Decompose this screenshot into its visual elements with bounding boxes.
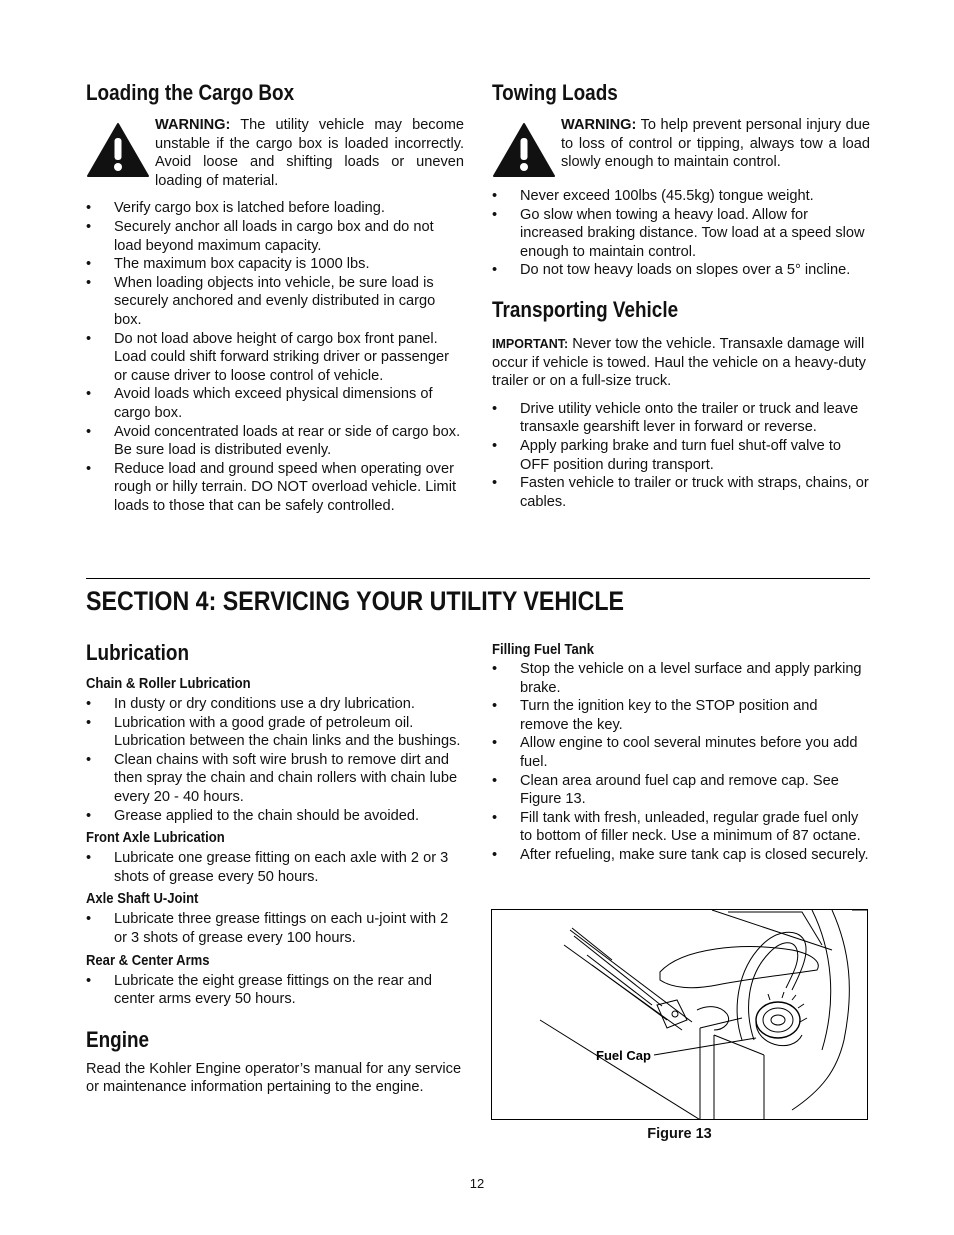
front-axle-bullet-list bbox=[86, 849, 464, 886]
list-item: • The maximum box capacity is 1000 lbs. bbox=[86, 255, 464, 274]
fuel-bullet-list bbox=[492, 660, 870, 865]
important-note bbox=[492, 335, 870, 391]
towing-bullet-list bbox=[492, 187, 870, 280]
list-item: • Apply parking brake and turn fuel shut-off valve to OFF position during transport. bbox=[492, 437, 870, 474]
list-item: • Do not tow heavy loads on slopes over a 5° incline. bbox=[492, 261, 870, 280]
list-item: • When loading objects into vehicle, be sure load is securely anchored and evenly distributed in cargo box. bbox=[86, 274, 464, 330]
subheading-chain-roller: Chain & Roller Lubrication bbox=[86, 676, 251, 692]
list-item: • Avoid concentrated loads at rear or side of cargo box. Be sure load is distributed evenly. bbox=[86, 423, 464, 460]
figure-13-fuel-cap bbox=[491, 909, 868, 1120]
list-item: • Reduce load and ground speed when operating over rough or hilly terrain. DO NOT overload vehicle. Limit loads to those that can be safely controlled. bbox=[86, 460, 464, 516]
list-item: • Stop the vehicle on a level surface and apply parking brake. bbox=[492, 660, 870, 697]
figure-caption: Figure 13 bbox=[647, 1126, 712, 1142]
warning-triangle-icon bbox=[492, 122, 556, 178]
list-item: • Turn the ignition key to the STOP position and remove the key. bbox=[492, 697, 870, 734]
section-heading-lubrication: Lubrication bbox=[86, 640, 190, 665]
list-item: • Securely anchor all loads in cargo box and do not load beyond maximum capacity. bbox=[86, 218, 464, 255]
fuel-section bbox=[492, 642, 870, 865]
list-item: • Verify cargo box is latched before loading. bbox=[86, 199, 464, 218]
section-heading-transporting: Transporting Vehicle bbox=[492, 296, 679, 322]
list-item: • Lubricate the eight grease fittings on the rear and center arms every 50 hours. bbox=[86, 972, 464, 1009]
list-item: • Lubricate three grease fittings on each u-joint with 2 or 3 shots of grease every 100 hours. bbox=[86, 910, 464, 947]
list-item: • Fasten vehicle to trailer or truck with straps, chains, or cables. bbox=[492, 474, 870, 511]
section-divider bbox=[86, 578, 870, 579]
warning-block bbox=[492, 116, 870, 178]
list-item: • Lubricate one grease fitting on each axle with 2 or 3 shots of grease every 50 hours. bbox=[86, 849, 464, 886]
list-item: • In dusty or dry conditions use a dry lubrication. bbox=[86, 695, 464, 714]
subheading-filling-fuel: Filling Fuel Tank bbox=[492, 642, 594, 658]
towing-section bbox=[492, 80, 870, 511]
section-title: SECTION 4: SERVICING YOUR UTILITY VEHICLE bbox=[86, 586, 625, 616]
engine-text: Read the Kohler Engine operator’s manual for any service or maintenance information pertaining to the engine. bbox=[86, 1060, 462, 1096]
loading-cargo-section bbox=[86, 80, 464, 515]
chain-bullet-list bbox=[86, 695, 464, 825]
fuel-cap-label: Fuel Cap bbox=[596, 1048, 651, 1063]
lubrication-section bbox=[86, 640, 464, 1097]
subheading-axle-shaft: Axle Shaft U-Joint bbox=[86, 891, 199, 908]
warning-block bbox=[86, 116, 464, 190]
warning-triangle-icon bbox=[86, 122, 150, 178]
warning-label: WARNING: bbox=[561, 117, 637, 133]
list-item: • Grease applied to the chain should be avoided. bbox=[86, 807, 464, 826]
list-item: • Fill tank with fresh, unleaded, regular grade fuel only to bottom of filler neck. Use a minimum of 87 octane. bbox=[492, 809, 870, 846]
list-item: • Lubrication with a good grade of petroleum oil. Lubrication between the chain links and the bushings. bbox=[86, 714, 464, 751]
warning-text bbox=[561, 116, 870, 172]
warning-text bbox=[155, 116, 464, 190]
important-body: Never tow the vehicle. Transaxle damage will occur if vehicle is towed. Haul the vehicle on a heavy-duty trailer or on a full-size truck. bbox=[492, 335, 866, 390]
list-item: • Do not load above height of cargo box front panel. Load could shift forward striking driver or passenger or cause driver to loose control of vehicle. bbox=[86, 330, 464, 386]
page-number: 12 bbox=[469, 1176, 485, 1191]
subheading-front-axle: Front Axle Lubrication bbox=[86, 830, 225, 847]
cargo-bullet-list bbox=[86, 199, 464, 515]
list-item: • Never exceed 100lbs (45.5kg) tongue weight. bbox=[492, 187, 870, 206]
list-item: • Clean area around fuel cap and remove cap. See Figure 13. bbox=[492, 772, 870, 809]
section-heading-loading-cargo: Loading the Cargo Box bbox=[86, 80, 295, 105]
list-item: • After refueling, make sure tank cap is closed securely. bbox=[492, 846, 870, 865]
warning-body: The utility vehicle may become unstable if the cargo box is loaded incorrectly. Avoid loose and shifting loads or uneven loading of material. bbox=[155, 117, 464, 189]
rear-center-bullet-list bbox=[86, 972, 464, 1009]
transport-bullet-list bbox=[492, 400, 870, 512]
important-label: IMPORTANT: bbox=[492, 336, 569, 351]
list-item: • Avoid loads which exceed physical dimensions of cargo box. bbox=[86, 385, 464, 422]
fuel-cap-illustration bbox=[492, 910, 868, 1120]
axle-shaft-bullet-list bbox=[86, 910, 464, 947]
list-item: • Clean chains with soft wire brush to remove dirt and then spray the chain and chain rollers with chain lube every 20 - 40 hours. bbox=[86, 751, 464, 807]
subheading-rear-center: Rear & Center Arms bbox=[86, 952, 210, 969]
list-item: • Allow engine to cool several minutes before you add fuel. bbox=[492, 734, 870, 771]
warning-label: WARNING: bbox=[155, 117, 231, 133]
list-item: • Drive utility vehicle onto the trailer or truck and leave transaxle gearshift lever in forward or reverse. bbox=[492, 400, 870, 437]
warning-body: To help prevent personal injury due to loss of control or tipping, always tow a load slowly enough to maintain control. bbox=[561, 117, 870, 171]
section-heading-towing: Towing Loads bbox=[492, 80, 618, 105]
list-item: • Go slow when towing a heavy load. Allow for increased braking distance. Tow load at a speed slow enough to maintain control. bbox=[492, 206, 870, 262]
section-heading-engine: Engine bbox=[86, 1026, 150, 1052]
